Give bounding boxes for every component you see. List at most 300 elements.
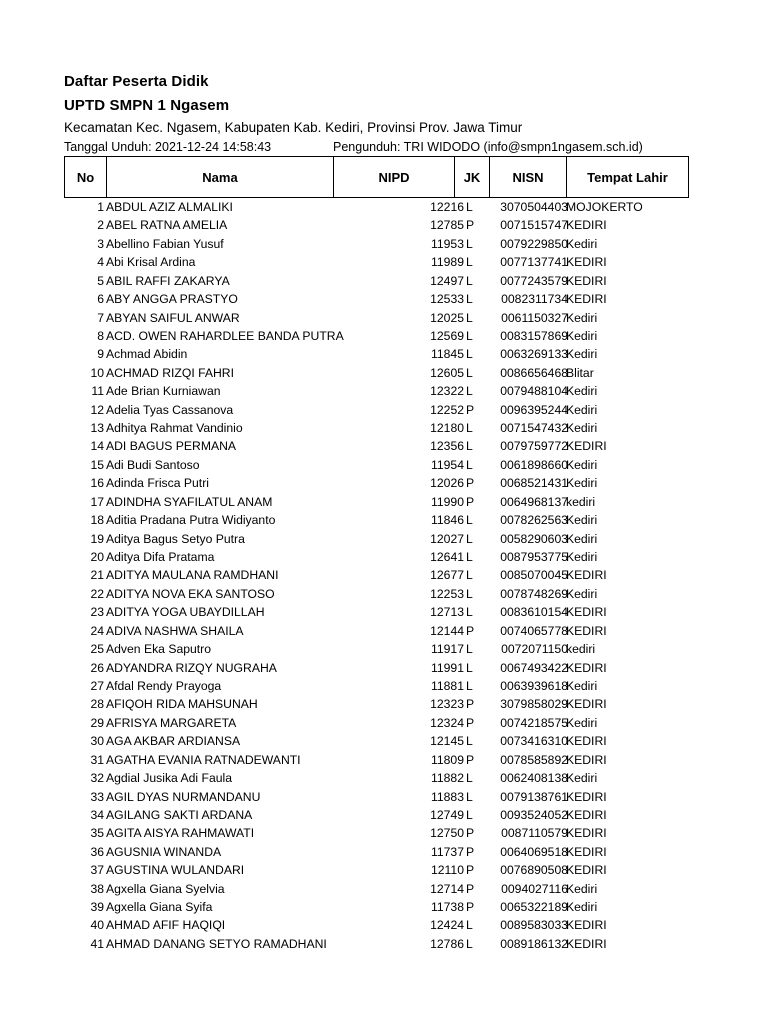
cell-no: 7 bbox=[97, 310, 104, 325]
cell-tempat-lahir: KEDIRI bbox=[566, 789, 607, 804]
table-row bbox=[64, 843, 694, 861]
cell-nama: AHMAD DANANG SETYO RAMADHANI bbox=[106, 936, 327, 951]
cell-nama: Adelia Tyas Cassanova bbox=[106, 402, 234, 417]
cell-nisn: 0061898660 bbox=[500, 457, 568, 472]
cell-jk: P bbox=[466, 218, 475, 233]
cell-tempat-lahir: Kediri bbox=[566, 310, 598, 325]
table-row bbox=[64, 345, 694, 363]
cell-nisn: 0074218575 bbox=[500, 715, 568, 730]
cell-tempat-lahir: KEDIRI bbox=[566, 292, 607, 307]
table-row bbox=[64, 493, 694, 511]
cell-nama: AGITA AISYA RAHMAWATI bbox=[106, 826, 255, 841]
table-row bbox=[64, 235, 694, 253]
cell-tempat-lahir: KEDIRI bbox=[566, 752, 607, 767]
cell-jk: L bbox=[466, 292, 473, 307]
cell-jk: P bbox=[466, 476, 475, 491]
cell-tempat-lahir: Kediri bbox=[566, 347, 598, 362]
cell-tempat-lahir: KEDIRI bbox=[566, 734, 607, 749]
cell-jk: L bbox=[466, 328, 473, 343]
table-row bbox=[64, 309, 694, 327]
cell-no: 14 bbox=[90, 439, 104, 454]
cell-nisn: 0063939618 bbox=[500, 678, 568, 693]
table-row bbox=[64, 659, 694, 677]
cell-nama: ABDUL AZIZ ALMALIKI bbox=[106, 200, 233, 214]
cell-tempat-lahir: KEDIRI bbox=[566, 918, 607, 933]
cell-nisn: 0082311734 bbox=[501, 292, 568, 307]
cell-no: 28 bbox=[90, 697, 104, 712]
cell-jk: L bbox=[466, 365, 473, 380]
cell-nisn: 0064968137 bbox=[500, 494, 568, 509]
cell-nama: Agxella Giana Syifa bbox=[106, 900, 213, 915]
cell-nipd: 12323 bbox=[430, 697, 464, 712]
cell-nama: ADITYA NOVA EKA SANTOSO bbox=[106, 586, 275, 601]
cell-nama: ABYAN SAIFUL ANWAR bbox=[106, 310, 240, 325]
cell-nama: ACD. OWEN RAHARDLEE BANDA PUTRA bbox=[106, 328, 344, 343]
cell-jk: L bbox=[466, 936, 473, 951]
cell-no: 20 bbox=[90, 550, 104, 565]
location-line: Kecamatan Kec. Ngasem, Kabupaten Kab. Kediri, Provinsi Prov. Jawa Timur bbox=[64, 120, 523, 135]
cell-no: 35 bbox=[90, 826, 104, 841]
cell-tempat-lahir: Kediri bbox=[566, 550, 598, 565]
table-row bbox=[64, 456, 694, 474]
table-row bbox=[64, 732, 694, 750]
table-row bbox=[64, 935, 694, 953]
cell-nisn: 0093524052 bbox=[500, 807, 568, 822]
cell-no: 25 bbox=[90, 642, 104, 657]
cell-tempat-lahir: KEDIRI bbox=[566, 660, 607, 675]
cell-nisn: 0076890508 bbox=[500, 863, 568, 878]
cell-nisn: 0078585892 bbox=[500, 752, 568, 767]
cell-nipd: 12713 bbox=[430, 605, 464, 620]
cell-no: 6 bbox=[97, 292, 104, 307]
cell-no: 38 bbox=[90, 881, 104, 896]
cell-nipd: 11953 bbox=[431, 236, 464, 251]
table-row bbox=[64, 603, 694, 621]
cell-nipd: 11846 bbox=[431, 513, 464, 528]
cell-tempat-lahir: Kediri bbox=[566, 678, 598, 693]
cell-nipd: 12677 bbox=[430, 568, 464, 583]
table-row bbox=[64, 566, 694, 584]
cell-nama: Adhitya Rahmat Vandinio bbox=[106, 421, 243, 436]
cell-tempat-lahir: KEDIRI bbox=[566, 273, 607, 288]
cell-tempat-lahir: Kediri bbox=[566, 384, 598, 399]
cell-no: 10 bbox=[90, 365, 104, 380]
table-row bbox=[64, 916, 694, 934]
cell-tempat-lahir: Blitar bbox=[566, 365, 594, 380]
cell-nama: AGATHA EVANIA RATNADEWANTI bbox=[106, 752, 301, 767]
cell-jk: L bbox=[466, 678, 473, 693]
cell-nisn: 0061150327 bbox=[501, 310, 568, 325]
cell-jk: L bbox=[466, 642, 473, 657]
cell-no: 15 bbox=[90, 457, 104, 472]
cell-tempat-lahir: Kediri bbox=[566, 900, 598, 915]
cell-jk: L bbox=[466, 384, 473, 399]
cell-nipd: 11989 bbox=[431, 255, 464, 270]
table-header bbox=[64, 156, 689, 198]
column-header-nipd: NIPD bbox=[334, 157, 455, 198]
table-row bbox=[64, 677, 694, 695]
cell-jk: L bbox=[466, 918, 473, 933]
table-row bbox=[64, 769, 694, 787]
cell-no: 2 bbox=[97, 218, 104, 233]
cell-nama: Adi Budi Santoso bbox=[106, 457, 200, 472]
table-row bbox=[64, 548, 694, 566]
table-row bbox=[64, 751, 694, 769]
cell-nama: ACHMAD RIZQI FAHRI bbox=[106, 365, 234, 380]
cell-jk: L bbox=[466, 273, 473, 288]
cell-nipd: 12253 bbox=[430, 586, 464, 601]
cell-nipd: 11845 bbox=[431, 347, 464, 362]
cell-nisn: 0078262563 bbox=[500, 513, 568, 528]
table-row bbox=[64, 437, 694, 455]
table-row bbox=[64, 290, 694, 308]
table-row bbox=[64, 640, 694, 658]
cell-tempat-lahir: KEDIRI bbox=[566, 255, 607, 270]
cell-tempat-lahir: Kediri bbox=[566, 402, 598, 417]
cell-nipd: 12180 bbox=[430, 421, 464, 436]
cell-no: 34 bbox=[90, 807, 104, 822]
cell-nama: AHMAD AFIF HAQIQI bbox=[106, 918, 226, 933]
cell-jk: P bbox=[466, 494, 475, 509]
cell-nipd: 12252 bbox=[430, 402, 464, 417]
cell-nama: Abi Krisal Ardina bbox=[106, 255, 196, 270]
cell-nisn: 0087110579 bbox=[501, 826, 568, 841]
cell-nisn: 0077137741 bbox=[500, 255, 568, 270]
cell-no: 13 bbox=[90, 421, 104, 436]
cell-jk: L bbox=[466, 531, 473, 546]
table-row bbox=[64, 806, 694, 824]
cell-no: 27 bbox=[90, 678, 104, 693]
student-list bbox=[64, 198, 694, 953]
cell-nama: AFIQOH RIDA MAHSUNAH bbox=[106, 697, 258, 712]
cell-nama: Agxella Giana Syelvia bbox=[106, 881, 225, 896]
cell-nama: ADITYA YOGA UBAYDILLAH bbox=[106, 605, 265, 620]
cell-nipd: 12749 bbox=[430, 807, 464, 822]
cell-jk: L bbox=[466, 236, 473, 251]
cell-nama: Achmad Abidin bbox=[106, 347, 188, 362]
cell-jk: L bbox=[466, 550, 473, 565]
cell-nisn: 0073416310 bbox=[500, 734, 568, 749]
cell-no: 22 bbox=[90, 586, 104, 601]
table-row bbox=[64, 198, 694, 216]
cell-nisn: 0079229850 bbox=[500, 236, 568, 251]
cell-tempat-lahir: Kediri bbox=[566, 421, 598, 436]
cell-no: 18 bbox=[90, 513, 104, 528]
cell-nama: AGA AKBAR ARDIANSA bbox=[106, 734, 241, 749]
table-row bbox=[64, 216, 694, 234]
cell-jk: P bbox=[466, 623, 475, 638]
cell-nipd: 12497 bbox=[430, 273, 464, 288]
cell-tempat-lahir: kediri bbox=[566, 494, 596, 509]
download-date: Tanggal Unduh: 2021-12-24 14:58:43 bbox=[64, 140, 272, 154]
cell-nipd: 12322 bbox=[430, 384, 464, 399]
cell-nipd: 12605 bbox=[430, 365, 464, 380]
cell-nipd: 12025 bbox=[430, 310, 464, 325]
cell-nama: ADYANDRA RIZQY NUGRAHA bbox=[106, 660, 277, 675]
cell-nama: Afdal Rendy Prayoga bbox=[106, 678, 222, 693]
cell-tempat-lahir: Kediri bbox=[566, 236, 598, 251]
cell-nama: AGUSNIA WINANDA bbox=[106, 844, 222, 859]
table-row bbox=[64, 824, 694, 842]
cell-nama: ABY ANGGA PRASTYO bbox=[106, 292, 238, 307]
cell-nama: Aditya Bagus Setyo Putra bbox=[106, 531, 245, 546]
cell-tempat-lahir: KEDIRI bbox=[566, 605, 607, 620]
cell-no: 30 bbox=[90, 734, 104, 749]
cell-nisn: 0087953775 bbox=[500, 550, 568, 565]
cell-nipd: 11881 bbox=[431, 678, 464, 693]
cell-no: 29 bbox=[90, 715, 104, 730]
downloader: Pengunduh: TRI WIDODO (info@smpn1ngasem.sch.id) bbox=[333, 140, 643, 154]
cell-jk: L bbox=[466, 605, 473, 620]
cell-no: 11 bbox=[91, 384, 104, 399]
cell-jk: L bbox=[466, 310, 473, 325]
cell-nisn: 0067493422 bbox=[500, 660, 568, 675]
cell-nisn: 0064069518 bbox=[500, 844, 568, 859]
cell-nama: Adinda Frisca Putri bbox=[106, 476, 209, 491]
cell-no: 24 bbox=[90, 623, 104, 638]
cell-no: 4 bbox=[97, 255, 104, 270]
cell-tempat-lahir: Kediri bbox=[566, 586, 598, 601]
cell-nisn: 0079488104 bbox=[500, 384, 568, 399]
table-row bbox=[64, 474, 694, 492]
cell-tempat-lahir: KEDIRI bbox=[566, 826, 607, 841]
table-row bbox=[64, 364, 694, 382]
cell-nipd: 11990 bbox=[431, 494, 464, 509]
cell-tempat-lahir: KEDIRI bbox=[566, 936, 607, 951]
cell-no: 36 bbox=[90, 844, 104, 859]
cell-nisn: 0063269133 bbox=[500, 347, 568, 362]
cell-tempat-lahir: KEDIRI bbox=[566, 844, 607, 859]
school-name: UPTD SMPN 1 Ngasem bbox=[64, 97, 230, 114]
cell-tempat-lahir: Kediri bbox=[566, 457, 598, 472]
cell-nama: Aditia Pradana Putra Widiyanto bbox=[106, 513, 276, 528]
cell-nipd: 12750 bbox=[430, 826, 464, 841]
cell-jk: L bbox=[466, 347, 473, 362]
cell-jk: P bbox=[466, 715, 475, 730]
table-row bbox=[64, 714, 694, 732]
cell-nama: Aditya Difa Pratama bbox=[106, 550, 215, 565]
cell-nama: Ade Brian Kurniawan bbox=[106, 384, 221, 399]
cell-jk: P bbox=[466, 863, 475, 878]
cell-nipd: 11738 bbox=[431, 900, 464, 915]
cell-nipd: 12216 bbox=[430, 200, 464, 214]
cell-nisn: 0086656468 bbox=[500, 365, 568, 380]
table-row bbox=[64, 419, 694, 437]
cell-jk: L bbox=[466, 807, 473, 822]
cell-no: 12 bbox=[90, 402, 104, 417]
cell-nisn: 0071547432 bbox=[500, 421, 568, 436]
cell-nipd: 11809 bbox=[431, 752, 464, 767]
cell-jk: L bbox=[466, 771, 473, 786]
cell-nama: AGIL DYAS NURMANDANU bbox=[106, 789, 261, 804]
cell-nisn: 0062408138 bbox=[500, 771, 568, 786]
cell-nipd: 11882 bbox=[431, 771, 464, 786]
cell-nipd: 12569 bbox=[430, 328, 464, 343]
cell-nisn: 0094027116 bbox=[501, 881, 568, 896]
cell-no: 41 bbox=[90, 936, 104, 951]
cell-nisn: 0096395244 bbox=[500, 402, 568, 417]
cell-jk: P bbox=[466, 826, 475, 841]
cell-nama: ADITYA MAULANA RAMDHANI bbox=[106, 568, 279, 583]
cell-no: 21 bbox=[90, 568, 104, 583]
cell-no: 39 bbox=[90, 900, 104, 915]
cell-nisn: 0077243579 bbox=[500, 273, 568, 288]
cell-nisn: 0085070045 bbox=[500, 568, 568, 583]
cell-nisn: 0071515747 bbox=[500, 218, 568, 233]
cell-nisn: 0068521431 bbox=[500, 476, 568, 491]
cell-jk: L bbox=[466, 255, 473, 270]
cell-nisn: 0079138761 bbox=[500, 789, 568, 804]
cell-no: 37 bbox=[90, 863, 104, 878]
cell-tempat-lahir: Kediri bbox=[566, 715, 598, 730]
cell-nisn: 0074065778 bbox=[500, 623, 568, 638]
cell-nipd: 11991 bbox=[431, 660, 464, 675]
cell-nisn: 0079759772 bbox=[500, 439, 568, 454]
cell-no: 31 bbox=[90, 752, 104, 767]
cell-jk: P bbox=[466, 697, 475, 712]
cell-no: 19 bbox=[90, 531, 104, 546]
cell-jk: L bbox=[466, 200, 473, 214]
cell-nama: Adven Eka Saputro bbox=[106, 642, 212, 657]
cell-nama: ADINDHA SYAFILATUL ANAM bbox=[106, 494, 273, 509]
cell-no: 8 bbox=[97, 328, 104, 343]
table-row bbox=[64, 622, 694, 640]
table-row bbox=[64, 530, 694, 548]
cell-nama: Abellino Fabian Yusuf bbox=[106, 236, 224, 251]
cell-nama: ADIVA NASHWA SHAILA bbox=[106, 623, 244, 638]
table-row bbox=[64, 695, 694, 713]
cell-nipd: 12714 bbox=[430, 881, 464, 896]
cell-tempat-lahir: KEDIRI bbox=[566, 697, 607, 712]
cell-tempat-lahir: KEDIRI bbox=[566, 439, 607, 454]
cell-nisn: 3070504403 bbox=[500, 200, 568, 214]
cell-jk: P bbox=[466, 900, 475, 915]
cell-tempat-lahir: kediri bbox=[566, 642, 596, 657]
table-row bbox=[64, 861, 694, 879]
cell-jk: L bbox=[466, 660, 473, 675]
cell-nama: Agdial Jusika Adi Faula bbox=[106, 771, 233, 786]
table-row bbox=[64, 382, 694, 400]
cell-nisn: 0083157869 bbox=[500, 328, 568, 343]
document-title: Daftar Peserta Didik bbox=[64, 73, 209, 90]
cell-nipd: 12424 bbox=[430, 918, 464, 933]
table-row bbox=[64, 585, 694, 603]
cell-jk: P bbox=[466, 402, 475, 417]
cell-no: 5 bbox=[97, 273, 104, 288]
cell-tempat-lahir: MOJOKERTO bbox=[566, 200, 643, 214]
cell-nisn: 0058290603 bbox=[500, 531, 568, 546]
cell-no: 1 bbox=[97, 200, 104, 214]
column-header-no: No bbox=[65, 157, 107, 198]
cell-no: 17 bbox=[90, 494, 104, 509]
cell-nipd: 12027 bbox=[430, 531, 464, 546]
column-header-jk: JK bbox=[455, 157, 490, 198]
cell-nisn: 0072071150 bbox=[501, 642, 568, 657]
cell-nisn: 0089186132 bbox=[500, 936, 568, 951]
cell-nisn: 0083610154 bbox=[500, 605, 568, 620]
table-row bbox=[64, 898, 694, 916]
cell-tempat-lahir: KEDIRI bbox=[566, 623, 607, 638]
cell-nipd: 12786 bbox=[430, 936, 464, 951]
cell-nipd: 11954 bbox=[431, 457, 464, 472]
cell-nisn: 0078748269 bbox=[500, 586, 568, 601]
cell-nipd: 12026 bbox=[430, 476, 464, 491]
cell-nipd: 12145 bbox=[430, 734, 464, 749]
cell-tempat-lahir: KEDIRI bbox=[566, 863, 607, 878]
cell-no: 32 bbox=[90, 771, 104, 786]
cell-no: 26 bbox=[90, 660, 104, 675]
column-header-nisn: NISN bbox=[490, 157, 567, 198]
cell-tempat-lahir: Kediri bbox=[566, 513, 598, 528]
cell-jk: L bbox=[466, 439, 473, 454]
table-row bbox=[64, 327, 694, 345]
cell-nama: ABEL RATNA AMELIA bbox=[106, 218, 228, 233]
cell-jk: L bbox=[466, 568, 473, 583]
cell-jk: L bbox=[466, 586, 473, 601]
cell-nisn: 3079858029 bbox=[500, 697, 568, 712]
table-row bbox=[64, 880, 694, 898]
cell-no: 9 bbox=[97, 347, 104, 362]
cell-nipd: 12533 bbox=[430, 292, 464, 307]
cell-tempat-lahir: Kediri bbox=[566, 328, 598, 343]
table-row bbox=[64, 253, 694, 271]
cell-nisn: 0089583033 bbox=[500, 918, 568, 933]
cell-no: 3 bbox=[97, 236, 104, 251]
cell-nipd: 12324 bbox=[430, 715, 464, 730]
cell-no: 33 bbox=[90, 789, 104, 804]
column-header-tempat-lahir: Tempat Lahir bbox=[567, 157, 689, 198]
cell-no: 16 bbox=[90, 476, 104, 491]
cell-tempat-lahir: Kediri bbox=[566, 881, 598, 896]
column-header-nama: Nama bbox=[107, 157, 334, 198]
cell-no: 23 bbox=[90, 605, 104, 620]
cell-nipd: 12641 bbox=[430, 550, 464, 565]
cell-jk: L bbox=[466, 513, 473, 528]
table-row bbox=[64, 511, 694, 529]
cell-jk: P bbox=[466, 752, 475, 767]
cell-tempat-lahir: KEDIRI bbox=[566, 568, 607, 583]
cell-tempat-lahir: Kediri bbox=[566, 531, 598, 546]
cell-nipd: 11737 bbox=[431, 844, 464, 859]
cell-nipd: 12110 bbox=[431, 863, 464, 878]
cell-nipd: 12785 bbox=[430, 218, 464, 233]
cell-jk: P bbox=[466, 844, 475, 859]
cell-jk: L bbox=[466, 734, 473, 749]
cell-nipd: 12356 bbox=[430, 439, 464, 454]
cell-tempat-lahir: KEDIRI bbox=[566, 218, 607, 233]
table-row bbox=[64, 272, 694, 290]
cell-jk: P bbox=[466, 881, 475, 896]
cell-nama: AFRISYA MARGARETA bbox=[106, 715, 237, 730]
cell-nama: AGUSTINA WULANDARI bbox=[106, 863, 245, 878]
table-row bbox=[64, 401, 694, 419]
cell-nipd: 11917 bbox=[431, 642, 464, 657]
cell-tempat-lahir: Kediri bbox=[566, 771, 598, 786]
cell-no: 40 bbox=[90, 918, 104, 933]
cell-nama: AGILANG SAKTI ARDANA bbox=[106, 807, 253, 822]
table-row bbox=[64, 788, 694, 806]
cell-jk: L bbox=[466, 421, 473, 436]
cell-jk: L bbox=[466, 457, 473, 472]
cell-nama: ADI BAGUS PERMANA bbox=[106, 439, 237, 454]
cell-nisn: 0065322189 bbox=[500, 900, 568, 915]
cell-tempat-lahir: KEDIRI bbox=[566, 807, 607, 822]
cell-nama: ABIL RAFFI ZAKARYA bbox=[106, 273, 230, 288]
cell-jk: L bbox=[466, 789, 473, 804]
cell-nipd: 12144 bbox=[430, 623, 464, 638]
cell-nipd: 11883 bbox=[431, 789, 464, 804]
cell-tempat-lahir: Kediri bbox=[566, 476, 598, 491]
